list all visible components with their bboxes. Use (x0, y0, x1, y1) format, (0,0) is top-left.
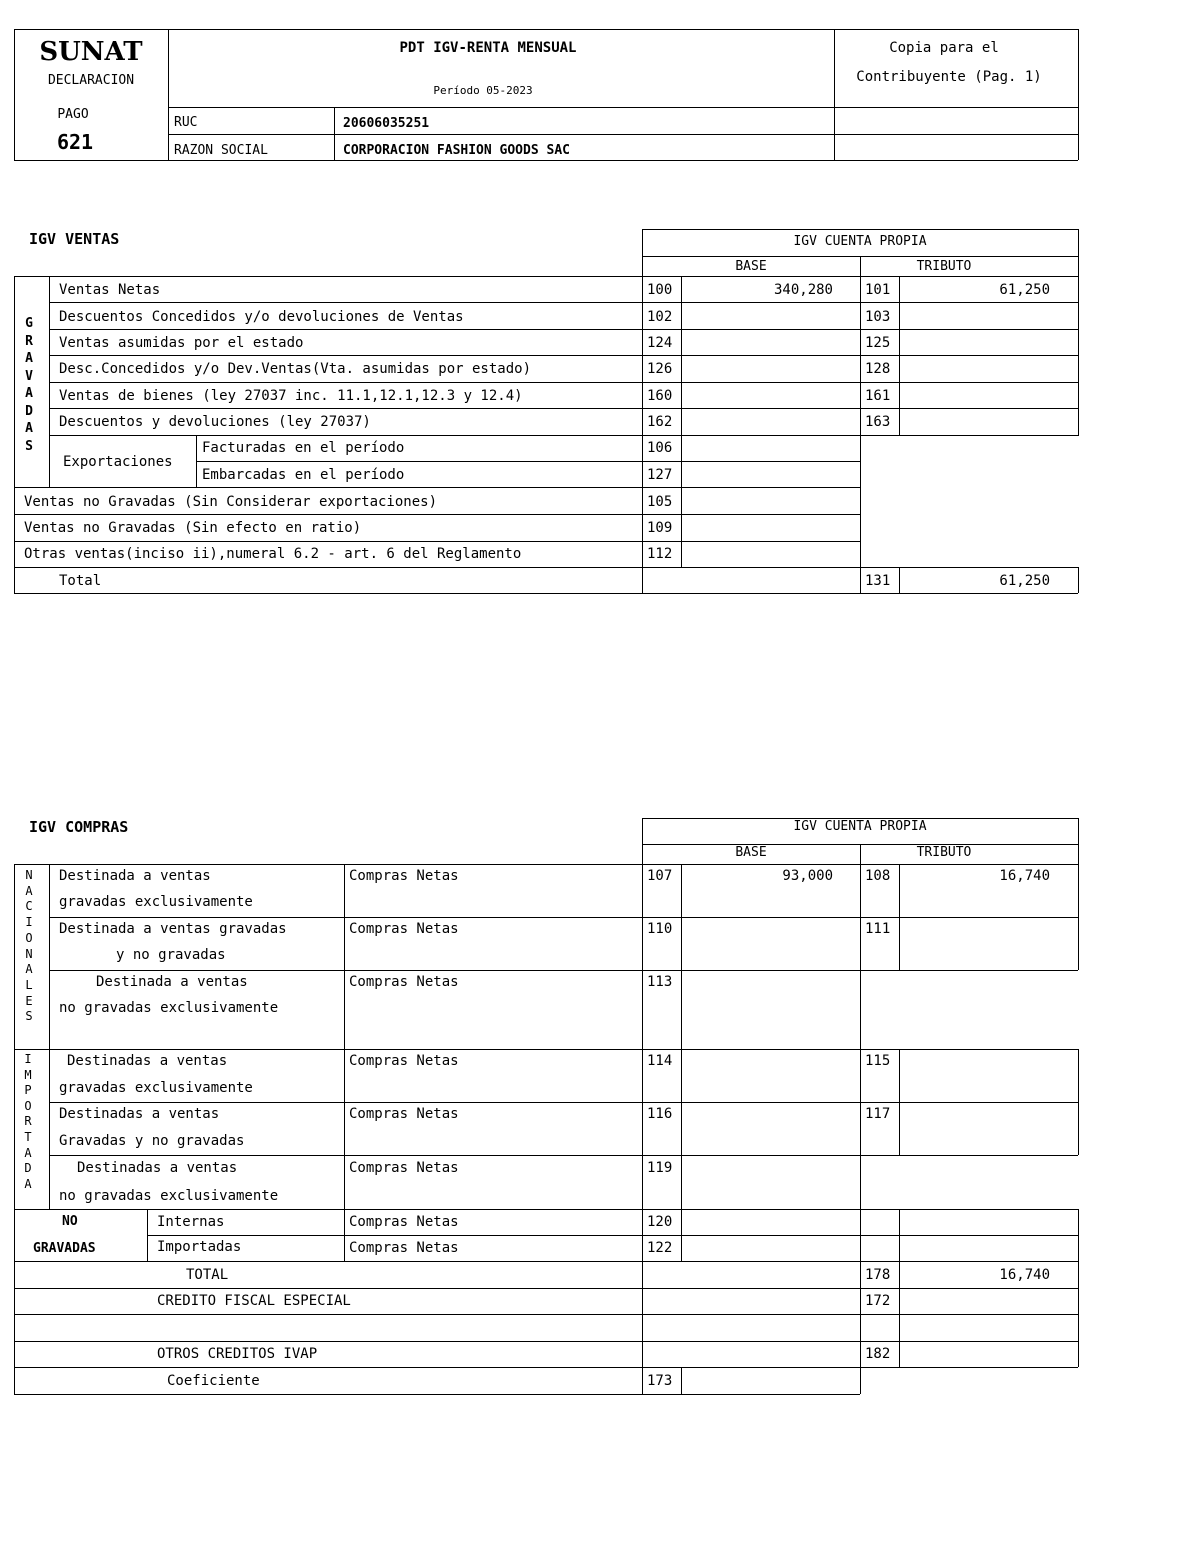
export-row-code: 127 (647, 467, 673, 483)
compras-row-line2: no gravadas exclusivamente (59, 1188, 279, 1204)
compras-netas-label: Compras Netas (349, 974, 459, 990)
compras-netas-label: Compras Netas (349, 921, 459, 937)
compras-row-base-code: 119 (647, 1160, 673, 1176)
no-grav-row-code: 120 (647, 1214, 673, 1230)
ventas-other-row-label: Ventas no Gravadas (Sin Considerar exportaciones) (24, 494, 438, 510)
ruc-value: 20606035251 (343, 116, 430, 131)
ventas-row-trib-code: 103 (865, 309, 891, 325)
credito-fiscal-label: CREDITO FISCAL ESPECIAL (157, 1293, 351, 1309)
compras-section-title: IGV COMPRAS (29, 818, 129, 836)
compras-row-line2: y no gravadas (116, 947, 226, 963)
ventas-other-row-code: 112 (647, 546, 673, 562)
ventas-total-label: Total (59, 573, 102, 589)
compras-row-base-value: 93,000 (782, 868, 833, 884)
razon-social-value: CORPORACION FASHION GOODS SAC (343, 143, 570, 158)
ventas-row-trib-code: 163 (865, 414, 891, 430)
ventas-col-group: IGV CUENTA PROPIA (793, 234, 927, 249)
compras-netas-label: Compras Netas (349, 1160, 459, 1176)
export-row-label: Embarcadas en el período (202, 467, 405, 483)
razon-social-label: RAZON SOCIAL (174, 143, 268, 158)
ventas-row-base-code: 162 (647, 414, 673, 430)
otros-creditos-label: OTROS CREDITOS IVAP (157, 1346, 318, 1362)
ventas-row-trib-code: 161 (865, 388, 891, 404)
compras-netas-label: Compras Netas (349, 868, 459, 884)
compras-row-line1: Destinada a ventas (59, 868, 211, 884)
ventas-section-title: IGV VENTAS (29, 230, 120, 248)
ventas-other-row-code: 105 (647, 494, 673, 510)
copia-line1: Copia para el (889, 40, 999, 56)
ventas-total-code: 131 (865, 573, 891, 589)
otros-creditos-code: 182 (865, 1346, 891, 1362)
ventas-row-trib-value: 61,250 (999, 282, 1050, 298)
ventas-row-trib-code: 128 (865, 361, 891, 377)
compras-row-base-code: 110 (647, 921, 673, 937)
compras-netas-label: Compras Netas (349, 1106, 459, 1122)
compras-row-trib-code: 108 (865, 868, 891, 884)
ventas-row-label: Descuentos Concedidos y/o devoluciones de Ventas (59, 309, 464, 325)
ventas-row-label: Ventas asumidas por el estado (59, 335, 304, 351)
ventas-col-base: BASE (735, 259, 767, 274)
copia-line2: Contribuyente (Pag. 1) (856, 69, 1042, 85)
compras-col-tributo: TRIBUTO (916, 845, 972, 860)
ventas-other-row-code: 109 (647, 520, 673, 536)
exportaciones-label: Exportaciones (63, 454, 173, 470)
no-gravadas-line2: GRAVADAS (33, 1241, 96, 1256)
ventas-row-trib-code: 101 (865, 282, 891, 298)
compras-col-base: BASE (735, 845, 767, 860)
no-gravadas-line1: NO (62, 1214, 78, 1229)
compras-row-trib-value: 16,740 (999, 868, 1050, 884)
compras-row-line1: Destinadas a ventas (67, 1053, 228, 1069)
no-grav-row-code: 122 (647, 1240, 673, 1256)
ventas-other-row-label: Otras ventas(inciso ii),numeral 6.2 - art. 6 del Reglamento (24, 546, 522, 562)
no-grav-row-label: Importadas (157, 1239, 242, 1255)
compras-total-code: 178 (865, 1267, 891, 1283)
no-grav-row-desc: Compras Netas (349, 1240, 459, 1256)
form-title: PDT IGV-RENTA MENSUAL (399, 40, 577, 56)
compras-row-line2: no gravadas exclusivamente (59, 1000, 279, 1016)
compras-total-value: 16,740 (999, 1267, 1050, 1283)
ventas-row-base-code: 126 (647, 361, 673, 377)
ventas-other-row-label: Ventas no Gravadas (Sin efecto en ratio) (24, 520, 362, 536)
compras-row-line1: Destinada a ventas gravadas (59, 921, 287, 937)
periodo-label: Período 05-2023 (433, 84, 533, 97)
no-grav-row-desc: Compras Netas (349, 1214, 459, 1230)
gravadas-vertical-label: G R A V A D A S (25, 316, 33, 454)
ventas-row-base-code: 124 (647, 335, 673, 351)
compras-row-base-code: 107 (647, 868, 673, 884)
ventas-row-base-code: 102 (647, 309, 673, 325)
ventas-row-label: Ventas Netas (59, 282, 161, 298)
ventas-row-base-value: 340,280 (773, 282, 833, 298)
declaracion-label: DECLARACION (47, 73, 135, 88)
compras-total-label: TOTAL (186, 1267, 229, 1283)
ventas-row-trib-code: 125 (865, 335, 891, 351)
compras-row-base-code: 113 (647, 974, 673, 990)
export-row-code: 106 (647, 440, 673, 456)
coeficiente-code: 173 (647, 1373, 673, 1389)
compras-row-line1: Destinadas a ventas (77, 1160, 238, 1176)
ventas-total-value: 61,250 (999, 573, 1050, 589)
ventas-col-tributo: TRIBUTO (916, 259, 972, 274)
sunat-logo: SUNAT (39, 37, 143, 67)
ventas-row-label: Desc.Concedidos y/o Dev.Ventas(Vta. asumidas por estado) (59, 361, 532, 377)
no-grav-row-label: Internas (157, 1214, 225, 1230)
compras-row-trib-code: 115 (865, 1053, 891, 1069)
compras-row-line2: Gravadas y no gravadas (59, 1133, 245, 1149)
credito-fiscal-code: 172 (865, 1293, 891, 1309)
coeficiente-label: Coeficiente (167, 1373, 260, 1389)
ventas-row-label: Descuentos y devoluciones (ley 27037) (59, 414, 371, 430)
form-number: 621 (56, 130, 94, 154)
compras-row-base-code: 116 (647, 1106, 673, 1122)
compras-row-line1: Destinadas a ventas (59, 1106, 220, 1122)
ventas-row-base-code: 100 (647, 282, 673, 298)
export-row-label: Facturadas en el período (202, 440, 405, 456)
nacionales-vertical-label: N A C I O N A L E S (25, 868, 33, 1024)
compras-col-group: IGV CUENTA PROPIA (793, 819, 927, 834)
compras-row-trib-code: 117 (865, 1106, 891, 1122)
compras-row-line1: Destinada a ventas (96, 974, 248, 990)
ventas-row-base-code: 160 (647, 388, 673, 404)
compras-row-line2: gravadas exclusivamente (59, 1080, 253, 1096)
compras-row-trib-code: 111 (865, 921, 891, 937)
compras-row-line2: gravadas exclusivamente (59, 894, 253, 910)
ventas-row-label: Ventas de bienes (ley 27037 inc. 11.1,12.1,12.3 y 12.4) (59, 388, 523, 404)
compras-row-base-code: 114 (647, 1053, 673, 1069)
pago-label: PAGO (57, 107, 89, 122)
importadas-vertical-label: I M P O R T A D A (24, 1052, 32, 1191)
compras-netas-label: Compras Netas (349, 1053, 459, 1069)
ruc-label: RUC (174, 115, 198, 130)
